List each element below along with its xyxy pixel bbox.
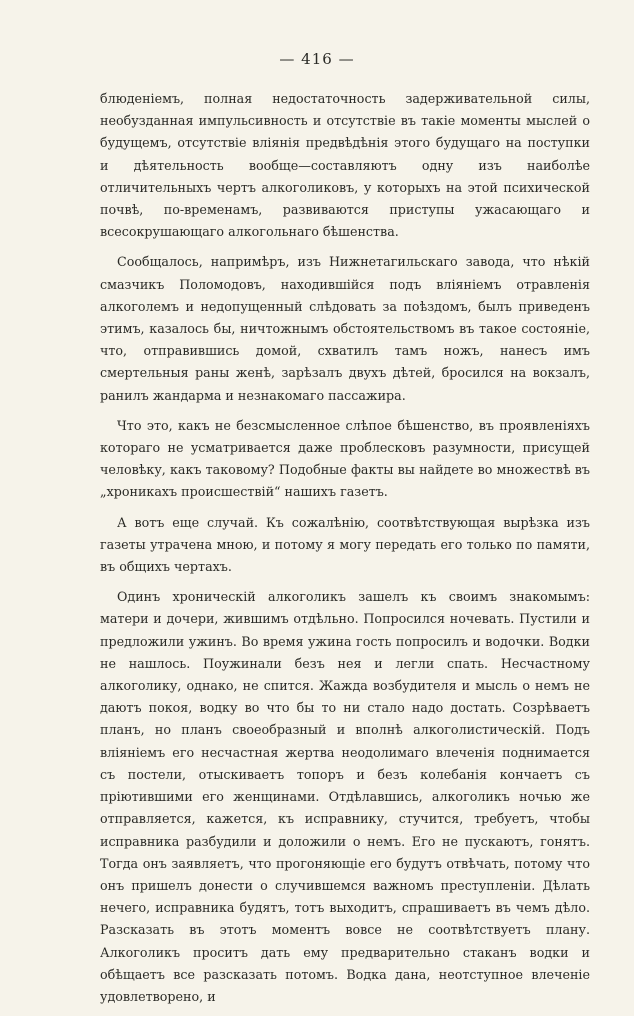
paragraph-4: А вотъ еще случай. Къ сожалѣнію, соотвѣтствующая вырѣзка изъ газеты утрачена мною, и потому я могу передать его только по памяти, въ общихъ чертахъ. [100,514,590,575]
paragraph-1: блюденіемъ, полная недостаточность задерживательной силы, необузданная импульсивность и отсутствіе въ такіе моменты мыслей о будущемъ, отсутствіе вліянія предвѣдѣнія этого будущаго на поступки и дѣятельность вообще—составляютъ одну изъ наиболѣе отличительныхъ чертъ алкоголиковъ, у которыхъ на этой психической почвѣ, по-временамъ, развиваются приступы ужасающаго и всесокрушающаго алкогольнаго бѣшенства. [100,91,590,240]
page-number: — 416 — [279,50,355,68]
body-text [100,88,590,1016]
paragraph-3: Что это, какъ не безсмысленное слѣпое бѣшенство, въ проявленіяхъ котораго не усматривается даже проблесковъ разумности, присущей человѣку, какъ таковому? Подобные факты вы найдете во множествѣ въ „хроникахъ происшествій“ нашихъ газетъ. [100,417,590,500]
paragraph-5: Одинъ хроническій алкоголикъ зашелъ къ своимъ знакомымъ: матери и дочери, жившимъ отдѣльно. Попросился ночевать. Пустили и предложили ужинъ. Во время ужина гость попросилъ и водочки. Водки не нашлось. Поужинали безъ нея и легли спать. Несчастному алкоголику, однако, не спится. Жажда возбудителя и мысль о немъ не даютъ покоя, водку во что бы то ни стало надо достать. Созрѣваетъ планъ, но планъ своеобразный и вполнѣ алкоголистическій. Подъ вліяніемъ его несчастная жертва неодолимаго влеченія поднимается съ постели, отыскиваетъ топоръ и безъ колебанія кончаетъ съ пріютившими его женщинами. Отдѣлавшись, алкоголикъ ночью же отправляется, кажется, къ исправнику, стучится, требуетъ, чтобы исправника разбудили и доложили о немъ. Его не пускаютъ, гонятъ. Тогда онъ заявляетъ, что прогоняющіе его будутъ отвѣчать, потому что онъ пришелъ донести о случившемся важномъ преступленіи. Дѣлать нечего, исправника будятъ, тотъ выходитъ, спрашиваетъ въ чемъ дѣло. Разсказать въ этотъ моментъ вовсе не соотвѣтствуетъ плану. Алкоголикъ проситъ дать ему предварительно стаканъ водки и обѣщаетъ все разсказать потомъ. Водка дана, неотступное влеченіе удовлетворено, и [100,589,590,1004]
paragraph-2: Сообщалось, напримѣръ, изъ Нижнетагильскаго завода, что нѣкій смазчикъ Поломодовъ, находившійся подъ вліяніемъ отравленія алкоголемъ и недопущенный слѣдовать за поѣздомъ, былъ приведенъ этимъ, казалось бы, ничтожнымъ обстоятельствомъ въ такое состояніе, что, отправившись домой, схватилъ тамъ ножъ, нанесъ имъ смертельныя раны женѣ, зарѣзалъ двухъ дѣтей, бросился на вокзалъ, ранилъ жандарма и незнакомаго пассажира. [100,254,590,403]
